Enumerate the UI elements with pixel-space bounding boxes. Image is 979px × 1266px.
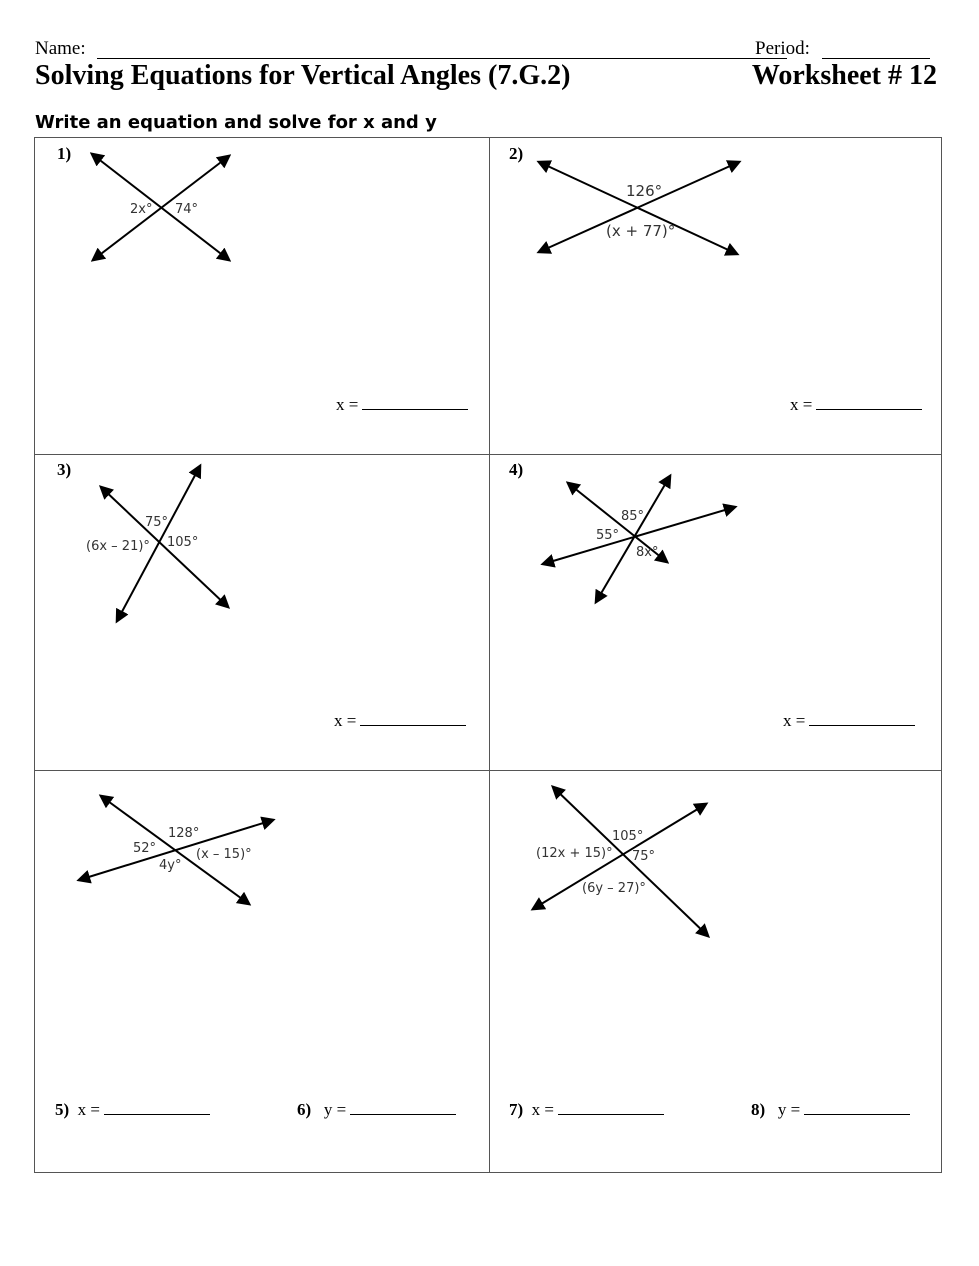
- problem-2-label-x77: (x + 77)°: [606, 222, 676, 240]
- problem-4-answer-blank[interactable]: [809, 711, 915, 726]
- problem-4-answer-label: x =: [783, 711, 806, 730]
- problem-6-answer-blank[interactable]: [350, 1100, 456, 1115]
- problem-1-number: 1): [57, 144, 72, 163]
- problem-grid: [34, 137, 942, 1173]
- problem-8-answer: [751, 1100, 910, 1120]
- problem-7-8-label-105: 105°: [612, 829, 644, 844]
- period-field[interactable]: [822, 58, 930, 59]
- problem-2-answer: [790, 395, 922, 415]
- problem-4-answer: [783, 711, 915, 731]
- problem-2-label-126: 126°: [626, 182, 663, 200]
- problem-6-number: 6): [297, 1100, 312, 1119]
- problem-2-answer-label: x =: [790, 395, 813, 414]
- name-label: Name:: [35, 38, 86, 59]
- problem-4-label-55: 55°: [596, 528, 620, 543]
- problem-2-answer-blank[interactable]: [816, 395, 922, 410]
- problem-7-8-line-a: [553, 787, 708, 936]
- problem-5-answer-blank[interactable]: [104, 1100, 210, 1115]
- problem-5-6-label-4y: 4y°: [159, 858, 182, 873]
- problem-1-answer-blank[interactable]: [362, 395, 468, 410]
- problem-3-answer: [334, 711, 466, 731]
- worksheet-number: Worksheet # 12: [751, 60, 937, 91]
- problem-7-number: 7): [509, 1100, 524, 1119]
- problem-8-answer-blank[interactable]: [804, 1100, 910, 1115]
- problem-4-label-8x: 8x°: [636, 545, 659, 560]
- problem-5-answer-label: x =: [77, 1100, 101, 1119]
- problem-8-number: 8): [751, 1100, 766, 1119]
- problem-7-8-label-75: 75°: [632, 849, 656, 864]
- problem-5-answer: [55, 1100, 210, 1120]
- problem-5-6-label-x15: (x – 15)°: [196, 847, 252, 862]
- period-label: Period:: [755, 38, 810, 59]
- problem-3-label-6x21: (6x – 21)°: [86, 539, 150, 554]
- problem-3-label-105: 105°: [167, 535, 199, 550]
- problem-3-label-75: 75°: [145, 515, 169, 530]
- problem-1-label-74: 74°: [175, 202, 199, 217]
- problem-2-number: 2): [509, 144, 524, 163]
- problem-1-label-2x: 2x°: [130, 202, 153, 217]
- problem-4-number: 4): [509, 460, 524, 479]
- problem-5-6-label-128: 128°: [168, 826, 200, 841]
- instructions: Write an equation and solve for x and y: [35, 112, 437, 133]
- problem-1-answer: [336, 395, 468, 415]
- name-period-line: [35, 38, 935, 62]
- problem-3-number: 3): [57, 460, 72, 479]
- problem-6-answer-label: y =: [323, 1100, 347, 1119]
- problem-4-label-85: 85°: [621, 509, 645, 524]
- problem-1-answer-label: x =: [336, 395, 359, 414]
- problem-7-8-label-6y27: (6y – 27)°: [582, 881, 646, 896]
- problem-3-answer-blank[interactable]: [360, 711, 466, 726]
- problem-3-answer-label: x =: [334, 711, 357, 730]
- problem-7-answer-blank[interactable]: [558, 1100, 664, 1115]
- problem-7-answer-label: x =: [531, 1100, 555, 1119]
- problem-6-answer: [297, 1100, 456, 1120]
- problem-8-answer-label: y =: [777, 1100, 801, 1119]
- name-field[interactable]: [97, 58, 787, 59]
- problem-5-number: 5): [55, 1100, 70, 1119]
- problem-7-answer: [509, 1100, 664, 1120]
- worksheet-title: Solving Equations for Vertical Angles (7.G.2): [35, 60, 571, 91]
- problem-7-8-label-12x15: (12x + 15)°: [536, 846, 613, 861]
- problem-5-6-label-52: 52°: [133, 841, 157, 856]
